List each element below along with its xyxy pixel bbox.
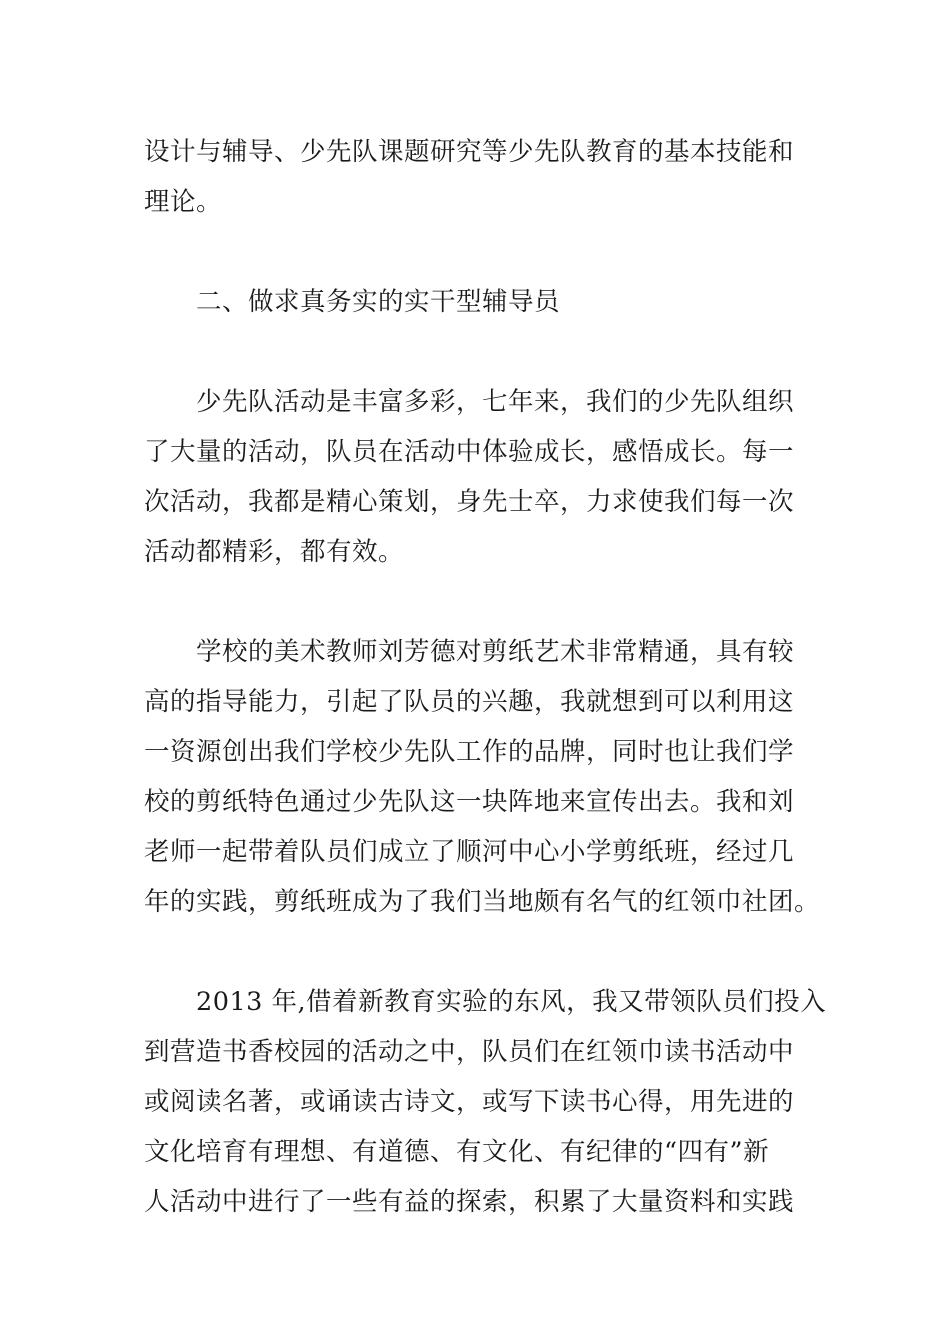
text-line: 设计与辅导、少先队课题研究等少先队教育的基本技能和 <box>144 137 795 167</box>
text-line: 人活动中进行了一些有益的探索，积累了大量资料和实践 <box>144 1187 795 1217</box>
text-line: 一资源创出我们学校少先队工作的品牌，同时也让我们学 <box>144 737 795 767</box>
paragraph-reading <box>144 977 827 1227</box>
paragraph-activities <box>144 377 808 577</box>
text-line: 活动都精彩，都有效。 <box>144 537 405 567</box>
text-line: 年的实践，剪纸班成为了我们当地颇有名气的红领巾社团。 <box>144 887 821 917</box>
text-line: 理论。 <box>144 187 223 217</box>
section-heading <box>144 277 808 327</box>
text-line: 少先队活动是丰富多彩，七年来，我们的少先队组织 <box>196 387 795 417</box>
text-line: 学校的美术教师刘芳德对剪纸艺术非常精通，具有较 <box>196 637 795 667</box>
text-line: 了大量的活动，队员在活动中体验成长，感悟成长。每一 <box>144 437 795 467</box>
paragraph-continuation <box>144 127 808 227</box>
text-line: 次活动，我都是精心策划，身先士卒，力求使我们每一次 <box>144 487 795 517</box>
heading-line: 二、做求真务实的实干型辅导员 <box>196 287 561 317</box>
text-line: 到营造书香校园的活动之中，队员们在红领巾读书活动中 <box>144 1037 795 1067</box>
text-line: 或阅读名著，或诵读古诗文，或写下读书心得，用先进的 <box>144 1087 795 1117</box>
text-line: 文化培育有理想、有道德、有文化、有纪律的“四有”新 <box>144 1137 770 1167</box>
text-line: 校的剪纸特色通过少先队这一块阵地来宣传出去。我和刘 <box>144 787 795 817</box>
paragraph-papercut <box>144 627 821 927</box>
text-line: 2013 年,借着新教育实验的东风，我又带领队员们投入 <box>196 987 827 1017</box>
text-line: 老师一起带着队员们成立了顺河中心小学剪纸班，经过几 <box>144 837 795 867</box>
text-line: 高的指导能力，引起了队员的兴趣，我就想到可以利用这 <box>144 687 795 717</box>
